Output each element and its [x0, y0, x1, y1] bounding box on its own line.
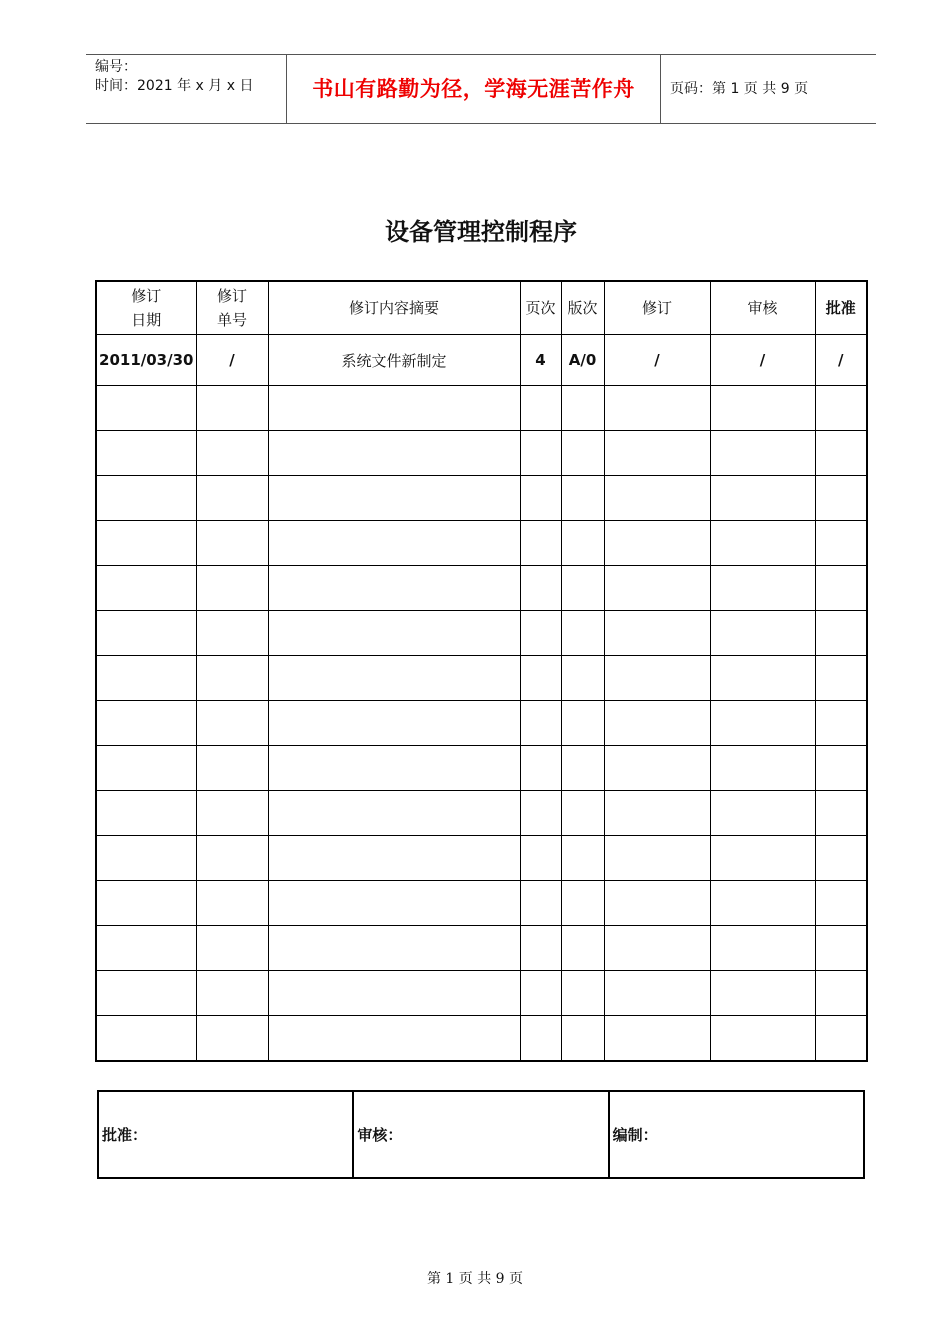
- empty-cell: [96, 386, 196, 431]
- empty-cell: [196, 881, 268, 926]
- empty-cell: [604, 791, 710, 836]
- empty-cell: [268, 836, 520, 881]
- header-revised-by: 修订: [604, 281, 710, 335]
- header-version: 版次: [561, 281, 604, 335]
- empty-cell: [96, 926, 196, 971]
- empty-cell: [815, 611, 867, 656]
- cell-order-no: /: [196, 335, 268, 386]
- empty-cell: [815, 566, 867, 611]
- empty-cell: [96, 566, 196, 611]
- empty-cell: [710, 836, 815, 881]
- table-row: [96, 566, 867, 611]
- empty-cell: [196, 521, 268, 566]
- cell-revised-by: /: [604, 335, 710, 386]
- empty-cell: [96, 476, 196, 521]
- prepare-field[interactable]: 编制：: [609, 1091, 864, 1178]
- empty-cell: [520, 611, 561, 656]
- empty-cell: [520, 1016, 561, 1062]
- empty-cell: [561, 656, 604, 701]
- header-meta: [86, 55, 286, 96]
- header-revision-date: 修订 日期: [96, 281, 196, 335]
- cell-reviewed-by: /: [710, 335, 815, 386]
- empty-cell: [561, 701, 604, 746]
- cell-summary: 系统文件新制定: [268, 335, 520, 386]
- empty-cell: [815, 521, 867, 566]
- empty-cell: [196, 1016, 268, 1062]
- empty-cell: [710, 1016, 815, 1062]
- empty-cell: [268, 971, 520, 1016]
- header-revision-order-no: 修订 单号: [196, 281, 268, 335]
- empty-cell: [815, 791, 867, 836]
- header-page-cell: [661, 55, 876, 123]
- table-row: [96, 656, 867, 701]
- empty-cell: [520, 926, 561, 971]
- table-row: [96, 611, 867, 656]
- empty-cell: [96, 521, 196, 566]
- empty-cell: [96, 791, 196, 836]
- empty-cell: [561, 836, 604, 881]
- table-row: [96, 881, 867, 926]
- empty-cell: [520, 566, 561, 611]
- empty-cell: [561, 476, 604, 521]
- empty-cell: [710, 701, 815, 746]
- empty-cell: [710, 386, 815, 431]
- page-footer: 第 1 页 共 9 页: [426, 1271, 524, 1287]
- table-row: [96, 335, 867, 386]
- revision-table: [95, 280, 868, 1062]
- header-page: 页次: [520, 281, 561, 335]
- page-header: [86, 54, 876, 124]
- empty-cell: [561, 611, 604, 656]
- doc-number-label: 编号：: [95, 59, 137, 75]
- empty-cell: [520, 656, 561, 701]
- date-label: 时间：2021 年 x 月 x 日: [95, 78, 254, 94]
- empty-cell: [196, 386, 268, 431]
- empty-cell: [815, 746, 867, 791]
- empty-cell: [268, 881, 520, 926]
- approve-field[interactable]: 批准：: [98, 1091, 353, 1178]
- empty-cell: [710, 971, 815, 1016]
- empty-cell: [268, 926, 520, 971]
- empty-cell: [604, 521, 710, 566]
- cell-approved-by: /: [815, 335, 867, 386]
- cell-date: 2011/03/30: [96, 335, 196, 386]
- empty-cell: [710, 746, 815, 791]
- empty-cell: [561, 881, 604, 926]
- empty-cell: [268, 656, 520, 701]
- empty-cell: [520, 836, 561, 881]
- empty-cell: [520, 701, 561, 746]
- empty-cell: [268, 701, 520, 746]
- header-page-info: 页码：第 1 页 共 9 页: [670, 81, 809, 97]
- cell-version: A/0: [561, 335, 604, 386]
- empty-cell: [710, 566, 815, 611]
- table-row: [96, 746, 867, 791]
- empty-cell: [604, 926, 710, 971]
- empty-cell: [196, 611, 268, 656]
- empty-cell: [815, 476, 867, 521]
- empty-cell: [520, 431, 561, 476]
- empty-cell: [604, 701, 710, 746]
- revision-header-row: [96, 281, 867, 335]
- signature-table: [97, 1090, 865, 1179]
- empty-cell: [96, 611, 196, 656]
- empty-cell: [96, 971, 196, 1016]
- header-approved-by: 批准: [815, 281, 867, 335]
- document-title: 设备管理控制程序: [385, 218, 577, 246]
- empty-cell: [710, 656, 815, 701]
- table-row: [96, 476, 867, 521]
- empty-cell: [520, 881, 561, 926]
- empty-cell: [561, 971, 604, 1016]
- empty-cell: [710, 926, 815, 971]
- empty-cell: [604, 656, 710, 701]
- header-reviewed-by: 审核: [710, 281, 815, 335]
- empty-cell: [96, 656, 196, 701]
- table-row: [96, 431, 867, 476]
- header-revision-summary: 修订内容摘要: [268, 281, 520, 335]
- empty-cell: [96, 881, 196, 926]
- empty-cell: [96, 701, 196, 746]
- header-meta-cell: [86, 55, 287, 123]
- review-field[interactable]: 审核：: [353, 1091, 608, 1178]
- empty-cell: [268, 1016, 520, 1062]
- empty-cell: [268, 746, 520, 791]
- empty-cell: [268, 476, 520, 521]
- empty-cell: [604, 881, 710, 926]
- empty-cell: [196, 476, 268, 521]
- table-row: [96, 521, 867, 566]
- empty-cell: [604, 746, 710, 791]
- signature-row: [98, 1091, 864, 1178]
- empty-cell: [604, 836, 710, 881]
- empty-cell: [520, 476, 561, 521]
- empty-cell: [96, 1016, 196, 1062]
- empty-cell: [604, 611, 710, 656]
- empty-cell: [710, 611, 815, 656]
- empty-cell: [561, 386, 604, 431]
- empty-cell: [710, 521, 815, 566]
- empty-cell: [815, 386, 867, 431]
- empty-cell: [815, 926, 867, 971]
- empty-cell: [561, 746, 604, 791]
- empty-cell: [561, 431, 604, 476]
- empty-cell: [604, 566, 710, 611]
- empty-cell: [520, 971, 561, 1016]
- empty-cell: [520, 746, 561, 791]
- empty-cell: [196, 791, 268, 836]
- empty-cell: [710, 881, 815, 926]
- empty-cell: [710, 476, 815, 521]
- empty-cell: [561, 566, 604, 611]
- empty-cell: [520, 791, 561, 836]
- empty-cell: [196, 431, 268, 476]
- empty-cell: [604, 476, 710, 521]
- table-row: [96, 1016, 867, 1062]
- empty-cell: [815, 881, 867, 926]
- empty-cell: [268, 386, 520, 431]
- empty-cell: [268, 791, 520, 836]
- empty-cell: [604, 431, 710, 476]
- empty-cell: [196, 746, 268, 791]
- empty-cell: [196, 701, 268, 746]
- empty-cell: [196, 926, 268, 971]
- table-row: [96, 701, 867, 746]
- cell-page: 4: [520, 335, 561, 386]
- table-row: [96, 836, 867, 881]
- empty-cell: [604, 1016, 710, 1062]
- empty-cell: [604, 386, 710, 431]
- empty-cell: [96, 746, 196, 791]
- empty-cell: [196, 836, 268, 881]
- empty-cell: [604, 971, 710, 1016]
- empty-cell: [520, 386, 561, 431]
- header-motto-cell: [287, 55, 661, 123]
- empty-cell: [268, 566, 520, 611]
- empty-cell: [815, 431, 867, 476]
- table-row: [96, 791, 867, 836]
- empty-cell: [561, 521, 604, 566]
- table-row: [96, 971, 867, 1016]
- empty-cell: [196, 656, 268, 701]
- empty-cell: [268, 431, 520, 476]
- empty-cell: [815, 836, 867, 881]
- empty-cell: [815, 971, 867, 1016]
- empty-cell: [96, 836, 196, 881]
- table-row: [96, 926, 867, 971]
- empty-cell: [815, 1016, 867, 1062]
- empty-cell: [196, 971, 268, 1016]
- empty-cell: [710, 431, 815, 476]
- table-row: [96, 386, 867, 431]
- empty-cell: [815, 656, 867, 701]
- empty-cell: [520, 521, 561, 566]
- empty-cell: [561, 791, 604, 836]
- empty-cell: [196, 566, 268, 611]
- empty-cell: [561, 1016, 604, 1062]
- empty-cell: [710, 791, 815, 836]
- empty-cell: [268, 611, 520, 656]
- empty-cell: [561, 926, 604, 971]
- empty-cell: [815, 701, 867, 746]
- header-motto: 书山有路勤为径，学海无涯苦作舟: [312, 77, 635, 101]
- empty-cell: [268, 521, 520, 566]
- empty-cell: [96, 431, 196, 476]
